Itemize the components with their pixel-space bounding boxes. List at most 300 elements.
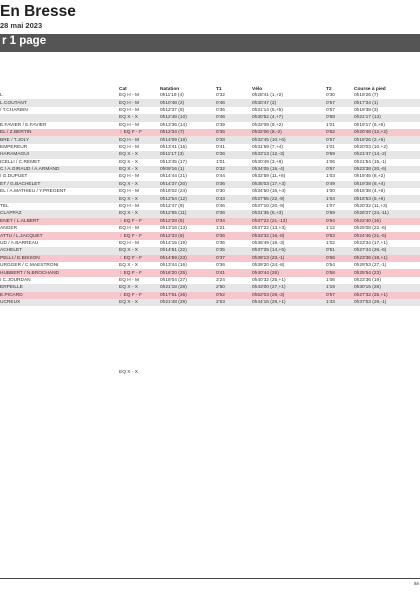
- cell-velo: [252, 232, 326, 239]
- cell-natation: [160, 225, 216, 232]
- footer-divider: [0, 578, 420, 579]
- cell-text: 0h44'16 (28,+1): [252, 300, 286, 306]
- cell-course: [354, 166, 420, 173]
- cell-text: 0h32'06 (8,-2): [252, 130, 282, 136]
- cell-name: [0, 99, 119, 106]
- female-icon: ♀: [119, 218, 123, 224]
- cell-text: EQ H - M: [119, 189, 139, 195]
- cell-t1: [216, 232, 252, 239]
- cell-text: EQ F - F: [123, 292, 142, 298]
- cell-text: 0'44: [216, 174, 225, 180]
- cell-text: EQ X - X: [119, 285, 138, 291]
- cell-name: [0, 262, 119, 269]
- cell-text: EL / A.MATHIEU / Y.PREGENT: [0, 189, 67, 195]
- cell-text: 0h14'51 (22): [160, 248, 187, 254]
- cell-natation: [160, 269, 216, 276]
- cell-natation: [160, 151, 216, 158]
- cell-natation: [160, 299, 216, 306]
- cell-text: 2'53: [216, 300, 225, 306]
- cell-text: 0h20'32 (11,+3): [354, 204, 388, 210]
- cell-course: [354, 232, 420, 239]
- table-row: [0, 173, 420, 180]
- cell-text: EQ H - M: [119, 204, 139, 210]
- cell-text: 0h16'20 (25): [160, 270, 187, 276]
- cell-text: 1'01: [326, 144, 335, 150]
- female-icon: ♀: [119, 130, 123, 136]
- cell-text: EQ H - M: [119, 100, 139, 106]
- cell-cat: [119, 181, 160, 188]
- cell-cat: [119, 203, 160, 210]
- cell-text: / T.CHARBIN: [0, 107, 28, 113]
- cell-text: 0h13'36 (14): [160, 122, 187, 128]
- cell-text: UCREUX: [0, 300, 21, 306]
- female-icon: ♀: [119, 255, 123, 261]
- cell-text: 0h21'47 (14,-2): [354, 152, 387, 158]
- cell-cat: [119, 122, 160, 129]
- female-icon: ♀: [119, 292, 123, 298]
- cell-t1: [216, 166, 252, 173]
- cell-cat: [119, 107, 160, 114]
- cell-natation: [160, 292, 216, 299]
- cell-name: [0, 122, 119, 129]
- cell-t1: [216, 107, 252, 114]
- cell-name: [0, 247, 119, 254]
- col-header-name: [0, 85, 119, 92]
- cell-course: [354, 173, 420, 180]
- cell-text: 0h19'17 (6,+6): [354, 122, 385, 128]
- cell-text: 0h43'00 (27,+1): [252, 285, 286, 291]
- section-banner: [0, 34, 420, 52]
- cell-t2: [326, 277, 354, 284]
- cell-name: [0, 225, 119, 232]
- cell-text: 0h37'53 (29,-1): [354, 300, 387, 306]
- cell-text: EQ H - M: [119, 241, 139, 246]
- cell-t1: [216, 269, 252, 276]
- cell-text: 0h40'44 (26): [252, 270, 279, 276]
- table-row: [0, 107, 420, 114]
- cell-text: 0h21'18 (28): [160, 285, 187, 291]
- cell-text: 0h12'37 (8): [160, 107, 185, 113]
- table-row: [0, 136, 420, 143]
- table-header-row: [0, 85, 420, 92]
- cell-cat: [119, 173, 160, 180]
- cell-text: 0'57: [326, 107, 335, 113]
- cell-text: 0'54: [326, 263, 335, 269]
- cell-course: [354, 114, 420, 121]
- cell-text: 0h30'52 (4,+7): [252, 115, 283, 121]
- cell-text: 0h34'50 (16,+4): [252, 189, 286, 195]
- cell-text: 0h13'16 (13): [160, 226, 187, 232]
- cell-cat: [119, 269, 160, 276]
- cell-name: [0, 173, 119, 180]
- cell-text: 0'34: [216, 218, 225, 224]
- cell-text: 0h22'40 (16): [354, 218, 381, 224]
- cell-t2: [326, 188, 354, 195]
- cell-t2: [326, 284, 354, 291]
- cell-t2: [326, 166, 354, 173]
- cell-text: 0h09'16 (1): [160, 167, 185, 173]
- cell-text: 0'36: [216, 241, 225, 246]
- cell-t2: [326, 210, 354, 217]
- cell-name: [0, 240, 119, 247]
- cell-text: 0'53: [326, 233, 335, 239]
- cell-text: 0'32: [216, 167, 225, 173]
- cell-cat: [119, 218, 160, 225]
- cell-text: 0h14'15 (19): [160, 241, 187, 246]
- cell-text: 0'38: [216, 137, 225, 143]
- cell-text: ENET / L.ALBERT: [0, 218, 40, 224]
- cell-course: [354, 269, 420, 276]
- cell-velo: [252, 255, 326, 262]
- cell-text: EQ X - X: [119, 159, 138, 165]
- cell-text: 0h18'53 (5,+6): [354, 196, 385, 202]
- cell-text: 0'37: [216, 255, 225, 261]
- table-row: [0, 166, 420, 173]
- cell-cat: [119, 151, 160, 158]
- cell-natation: [160, 107, 216, 114]
- cell-text: ATTU / L.JACQUET: [0, 233, 43, 239]
- cell-name: [0, 292, 119, 299]
- cell-text: 0'41: [216, 270, 225, 276]
- cell-velo: [252, 144, 326, 151]
- cell-text: C / A.GIRAUD / A.ARMAND: [0, 167, 60, 173]
- cell-t2: [326, 225, 354, 232]
- cell-velo: [252, 151, 326, 158]
- cell-t1: [216, 262, 252, 269]
- cell-text: 0'35: [216, 130, 225, 136]
- cell-text: 0h40'32 (25,+1): [252, 277, 286, 283]
- table-row: [0, 232, 420, 239]
- cell-t2: [326, 159, 354, 166]
- cell-velo: [252, 299, 326, 306]
- cell-text: 0'58: [326, 115, 335, 121]
- cell-text: 0h28'41 (1,+2): [252, 93, 283, 99]
- cell-text: 0h19'26 (7): [354, 93, 379, 99]
- cell-t2: [326, 292, 354, 299]
- cell-text: EQ X - X: [119, 152, 138, 158]
- cell-t2: [326, 107, 354, 114]
- cell-name: [0, 129, 119, 136]
- cell-course: [354, 136, 420, 143]
- cell-text: EQ F - F: [123, 255, 142, 261]
- cell-text: 0'36: [216, 152, 225, 158]
- cell-text: 0h23'36 (19): [354, 277, 381, 283]
- cell-text: 0'57: [326, 292, 335, 298]
- table-row: [0, 210, 420, 217]
- cell-text: 1'00: [326, 189, 335, 195]
- cell-text: 0h30'15 (28): [354, 285, 381, 291]
- cell-text: 0h37'22 (21,-13): [252, 218, 288, 224]
- cell-text: 0h19'38 (8,+4): [354, 181, 385, 187]
- cell-t1: [216, 195, 252, 202]
- cell-text: 0h27'44 (26,-6): [354, 248, 387, 254]
- cell-text: 0h18'26 (2,+5): [354, 137, 385, 143]
- cell-t2: [326, 269, 354, 276]
- cell-text: 0h18'38 (4,+6): [354, 189, 385, 195]
- cell-text: 0h14'37 (20): [160, 181, 187, 187]
- col-header-cat: Cat: [119, 87, 127, 92]
- cell-text: 0'46: [216, 204, 225, 210]
- cell-text: 0h12'33 (6): [160, 233, 185, 239]
- table-row: [0, 188, 420, 195]
- table-row: [0, 195, 420, 202]
- cell-cat: [119, 232, 160, 239]
- cell-name: [0, 299, 119, 306]
- cell-text: 0h30'47 (2): [252, 100, 277, 106]
- cell-cat: [119, 225, 160, 232]
- cell-name: [0, 195, 119, 202]
- cell-t2: [326, 92, 354, 99]
- cell-t2: [326, 262, 354, 269]
- cell-natation: [160, 92, 216, 99]
- footer-text: ité: [413, 582, 419, 587]
- cell-text: 0'32: [216, 93, 225, 99]
- cell-cat: [119, 129, 160, 136]
- cell-text: 0h26'27 (24,-11): [354, 211, 389, 217]
- cell-text: 0h32'09 (9,+2): [252, 122, 283, 128]
- cell-text: 0'35: [216, 248, 225, 254]
- cell-text: ERPEILLE: [0, 285, 23, 291]
- cell-velo: [252, 277, 326, 284]
- table-row: [0, 284, 420, 291]
- cell-velo: [252, 218, 326, 225]
- cell-text: 0h10'48 (2): [160, 100, 185, 106]
- cell-t1: [216, 247, 252, 254]
- cell-t2: [326, 218, 354, 225]
- cell-velo: [252, 107, 326, 114]
- cell-text: ANGER: [0, 226, 18, 232]
- col-header-t2: T2: [326, 87, 332, 92]
- cell-natation: [160, 240, 216, 247]
- cell-text: EQ X - X: [119, 300, 138, 306]
- cell-text: 0h14'09 (18): [160, 137, 187, 143]
- cell-text: 0h31'59 (7,+4): [252, 144, 283, 150]
- cell-text: / G.DUPUET: [0, 174, 28, 180]
- cell-text: 0h14'59 (23): [160, 255, 187, 261]
- cell-cat: [119, 136, 160, 143]
- cell-t1: [216, 188, 252, 195]
- cell-t1: [216, 99, 252, 106]
- female-icon: ♀: [119, 270, 123, 276]
- cell-natation: [160, 122, 216, 129]
- cell-velo: [252, 114, 326, 121]
- cell-cat: [119, 240, 160, 247]
- cell-text: 1'19: [326, 285, 335, 291]
- table-row: [0, 203, 420, 210]
- cell-text: 0h33'13 (12,-3): [252, 152, 285, 158]
- cell-t2: [326, 247, 354, 254]
- cell-text: EQ F - F: [123, 233, 142, 239]
- cell-name: [0, 269, 119, 276]
- cell-text: E.PICARD: [0, 292, 23, 298]
- table-row: [0, 240, 420, 247]
- cell-text: 1'01: [326, 122, 335, 128]
- cell-cat: [119, 195, 160, 202]
- cell-natation: [160, 181, 216, 188]
- cell-natation: [160, 218, 216, 225]
- cell-text: BRE / T.JOLY: [0, 137, 30, 143]
- cell-cat: [119, 114, 160, 121]
- cell-natation: [160, 144, 216, 151]
- cell-text: 0h12'54 (12): [160, 196, 187, 202]
- cell-t2: [326, 195, 354, 202]
- cell-t2: [326, 129, 354, 136]
- cell-text: 0'59: [326, 211, 335, 217]
- cell-text: 0'46: [216, 100, 225, 106]
- cell-text: EMPEREUR: [0, 144, 28, 150]
- table-row: [0, 151, 420, 158]
- cell-text: 0h33'32 (16,-8): [252, 233, 285, 239]
- cell-text: 0h24'46 (21,-5): [354, 233, 387, 239]
- cell-t2: [326, 232, 354, 239]
- cell-velo: [252, 262, 326, 269]
- cell-text: 0'58: [326, 270, 335, 276]
- cell-text: 0'30: [216, 189, 225, 195]
- cell-name: [0, 181, 119, 188]
- cell-text: ET / G.BACHELET: [0, 181, 41, 187]
- cell-text: 0h21'17 (13): [354, 115, 381, 121]
- cell-t2: [326, 255, 354, 262]
- cell-t1: [216, 129, 252, 136]
- cell-course: [354, 225, 420, 232]
- cell-text: 0h27'32 (25,+1): [354, 292, 388, 298]
- cell-t1: [216, 240, 252, 247]
- cell-cat: [119, 277, 160, 284]
- cell-velo: [252, 122, 326, 129]
- cell-t1: [216, 284, 252, 291]
- cell-cat: [119, 210, 160, 217]
- cell-natation: [160, 247, 216, 254]
- cell-name: [0, 92, 119, 99]
- cell-text: 1'12: [326, 226, 335, 232]
- cell-course: [354, 218, 420, 225]
- cell-text: 1'04: [326, 196, 335, 202]
- banner-label: r 1 page: [2, 35, 47, 47]
- cell-t2: [326, 181, 354, 188]
- table-row: [0, 144, 420, 151]
- cell-text: EQ X - X: [119, 196, 138, 202]
- cell-text: 0h11'17 (3): [160, 152, 184, 158]
- cell-t1: [216, 114, 252, 121]
- cell-text: 0h18'38 (3): [354, 107, 379, 113]
- cell-t1: [216, 136, 252, 143]
- cell-text: EQ X - X: [119, 181, 138, 187]
- cell-text: 1'01: [216, 159, 225, 165]
- cell-name: [0, 232, 119, 239]
- cell-course: [354, 159, 420, 166]
- cell-text: 1'21: [216, 226, 225, 232]
- cell-text: 0h32'45 (10,+6): [252, 137, 286, 143]
- cell-t1: [216, 173, 252, 180]
- cell-name: [0, 144, 119, 151]
- table-row: [0, 262, 420, 269]
- cell-cat: [119, 299, 160, 306]
- cell-velo: [252, 203, 326, 210]
- cell-text: L.COUTANT: [0, 100, 27, 106]
- cell-natation: [160, 188, 216, 195]
- cell-natation: [160, 203, 216, 210]
- cell-text: 0h21'48 (29): [160, 300, 187, 306]
- cell-text: 0h39'13 (23,-1): [252, 255, 285, 261]
- cell-text: 0h16'02 (24): [160, 189, 187, 195]
- cell-velo: [252, 284, 326, 291]
- cell-text: 0h23'38 (20,-6): [354, 167, 387, 173]
- cell-text: 0h32'59 (11,+8): [252, 174, 286, 180]
- cell-name: [0, 136, 119, 143]
- cell-t2: [326, 144, 354, 151]
- cell-text: 0'30: [326, 93, 335, 99]
- page-title: En Bresse: [0, 3, 76, 20]
- cell-cat: [119, 284, 160, 291]
- cell-natation: [160, 277, 216, 284]
- cell-natation: [160, 232, 216, 239]
- cell-text: 0h34'05 (15,-4): [252, 167, 285, 173]
- cell-natation: [160, 166, 216, 173]
- cell-cat: [119, 92, 160, 99]
- cell-name: [0, 166, 119, 173]
- cell-text: 0h17'51 (26): [160, 292, 187, 298]
- cell-velo: [252, 99, 326, 106]
- cell-text: / C.JOURDAN: [0, 277, 31, 283]
- cell-text: 1'06: [326, 277, 335, 283]
- cell-text: 0'57: [326, 167, 335, 173]
- cell-text: 0h30'49 (3,+8): [252, 159, 283, 165]
- cell-text: EQ H - M: [119, 226, 139, 232]
- table-row: [0, 277, 420, 284]
- cell-velo: [252, 181, 326, 188]
- cell-cat: [119, 247, 160, 254]
- cell-text: 0'36: [216, 107, 225, 113]
- cell-velo: [252, 269, 326, 276]
- cell-text: EQ H - M: [119, 174, 139, 180]
- cell-course: [354, 247, 420, 254]
- cell-text: 0h25'54 (23): [354, 270, 381, 276]
- cell-text: 0'49: [326, 181, 335, 187]
- cell-text: 0h23'36 (18,+1): [354, 255, 388, 261]
- cell-name: [0, 210, 119, 217]
- col-header-course: Course à pied: [354, 87, 386, 92]
- cell-text: ICELLI / C.REMET: [0, 159, 41, 165]
- col-header-natation: Natation: [160, 87, 180, 92]
- cell-natation: [160, 159, 216, 166]
- cell-name: [0, 151, 119, 158]
- cell-text: 0'56: [326, 255, 335, 261]
- cell-t2: [326, 240, 354, 247]
- cell-text: 0h17'34 (1): [354, 100, 379, 106]
- cell-text: 0h12'47 (9): [160, 204, 185, 210]
- cell-text: 0h29'53 (27,-1): [354, 263, 387, 269]
- cell-text: 0h12'34 (7): [160, 130, 185, 136]
- cell-name: [0, 284, 119, 291]
- cell-text: 1'03: [326, 174, 335, 180]
- cell-t2: [326, 151, 354, 158]
- cell-cat: [119, 255, 160, 262]
- cell-course: [354, 151, 420, 158]
- results-body: [0, 92, 420, 306]
- cell-natation: [160, 136, 216, 143]
- cell-text: 0'57: [326, 137, 335, 143]
- cell-t2: [326, 203, 354, 210]
- cell-natation: [160, 129, 216, 136]
- cell-text: EQ H - M: [119, 107, 139, 113]
- cell-text: 0'36: [216, 263, 225, 269]
- cell-text: 0h19'45 (8,+2): [354, 174, 385, 180]
- cell-text: 3'24: [216, 277, 225, 283]
- cell-text: 0'43: [216, 196, 225, 202]
- cell-t1: [216, 210, 252, 217]
- cell-velo: [252, 159, 326, 166]
- cell-text: 0h35'03 (17,+3): [252, 181, 286, 187]
